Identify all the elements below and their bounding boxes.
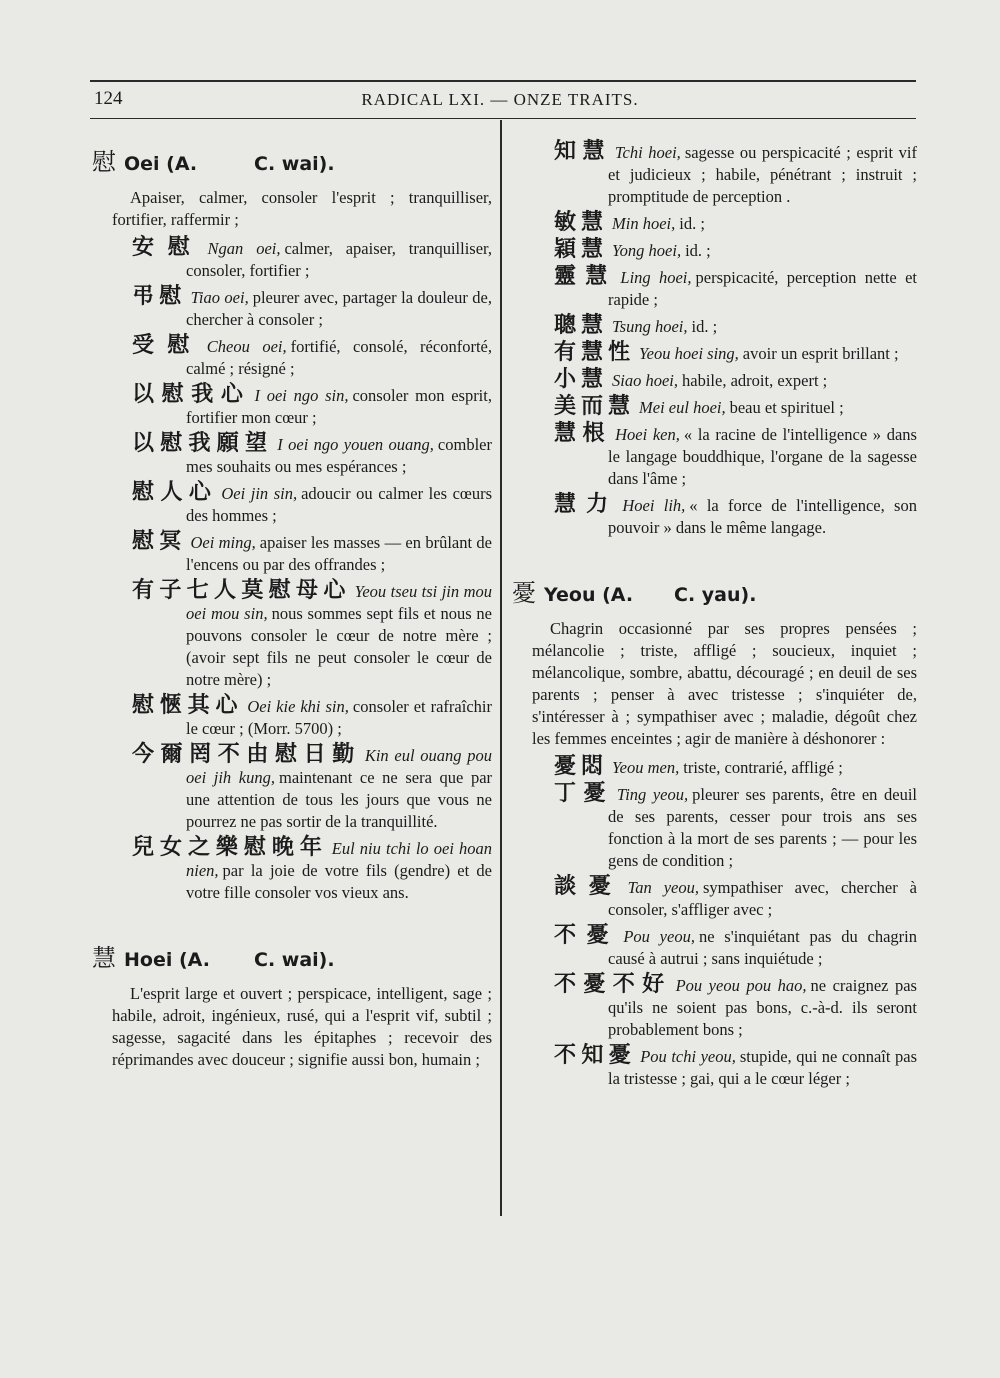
entry-romanization: Ting yeou, [616,785,689,804]
entry-chinese: 敏慧 [554,210,609,235]
entry-romanization: Pou tchi yeou, [640,1047,736,1066]
entry-romanization: Oei jin sin, [221,484,298,503]
entry-chinese: 弔慰 [132,284,187,309]
entry-romanization: Yeou men, [612,758,680,777]
entry-chinese: 慧根 [554,421,612,446]
entry-gloss: pleurer ses parents, être en deuil de ses parents, cesser pour trois ans ses fonction à la mort de ses parents ; — pour les gens de condition ; [608,785,918,870]
dictionary-entry [554,756,917,779]
entry-chinese: 慰愜其心 [132,693,244,718]
headword-definition: Chagrin occasionné par ses propres pensées ; mélancolie ; triste, affligé ; soucieux, inquiet ; mélancolique, sombre, abattu, découragé ; en deuil de ses parents ; penser à avec tristesse ; s'inquiéter de, s'intéresser à ; sympathiser avec ; maladie, dégoût chez les femmes enceintes ; agir de manière à déshonorer : [532,619,917,748]
entry-chinese: 慰人心 [132,480,218,505]
dictionary-entry [554,141,917,208]
entry-romanization: Min hoei, [612,214,676,233]
entry-romanization: Ling hoei, [620,268,692,287]
dictionary-entry [132,744,492,833]
dictionary-entry [132,433,492,478]
entry-heading-oei [92,142,492,177]
dictionary-entry [132,482,492,527]
entry-chinese: 靈慧 [554,264,617,289]
headword-romanization: Yeou (A. [544,584,634,606]
entry-chinese: 知慧 [554,139,611,164]
entry-romanization: Hoei ken, [615,425,680,444]
entry-romanization: Yong hoei, [612,241,682,260]
entry-gloss: habile, adroit, expert ; [682,371,828,390]
entry-gloss: consoler et rafraîchir le cœur ; (Morr. 5700) ; [186,697,492,738]
entry-chinese: 以慰我心 [132,382,251,407]
entry-chinese: 美而慧 [554,394,636,419]
entry-gloss: par la joie de votre fils (gendre) et de votre fille consoler vos vieux ans. [186,861,492,902]
dictionary-entry [554,974,917,1041]
entry-chinese: 不知憂 [554,1043,637,1068]
headword-romanization: Hoei (A. [124,949,210,971]
entry-romanization: I oei ngo youen ouang, [277,435,434,454]
headword-char: 憂 [512,579,536,607]
page-number: 124 [94,88,123,109]
entry-gloss: id. ; [685,241,711,260]
entry-romanization: Tsung hoei, [612,317,688,336]
entry-chinese: 慰冥 [132,529,187,554]
headword-char: 慰 [92,148,116,176]
entry-chinese: 慧力 [554,492,619,517]
entry-heading-hoei [92,938,492,973]
entry-romanization: Yeou tseu tsi jin mou oei mou sin, [186,582,492,623]
headword-cantonese: C. wai). [254,153,335,175]
entry-gloss: perspicacité, perception nette et rapide ; [608,268,917,309]
header-rule [90,80,916,82]
entry-gloss: adoucir ou calmer les cœurs des hommes ; [186,484,492,525]
dictionary-entry [554,423,917,490]
headword-char: 慧 [92,944,116,972]
dictionary-entry [554,315,917,338]
dictionary-entry [554,369,917,392]
entry-romanization: Tan yeou, [627,878,699,897]
dictionary-entry [132,237,492,282]
entry-chinese: 談憂 [554,874,624,899]
entry-chinese: 兒女之樂慰晚年 [132,835,328,860]
entry-gloss: apaiser les masses — en brûlant de l'encens ou par des offrandes ; [186,533,492,574]
entry-gloss: id. ; [691,317,718,336]
dictionary-entry [554,925,917,970]
entry-gloss: stupide, qui ne connaît pas la tristesse ; gai, qui a le cœur léger ; [608,1047,917,1088]
entry-chinese: 聰慧 [554,313,609,338]
entry-chinese: 丁憂 [554,781,613,806]
dictionary-entry [132,335,492,380]
entry-romanization: I oei ngo sin, [254,386,349,405]
entry-romanization: Oei ming, [190,533,256,552]
entry-chinese: 憂悶 [554,754,609,779]
compound-list-oei [92,237,492,904]
entry-gloss: combler mes souhaits ou mes espérances ; [186,435,492,476]
entry-chinese: 穎慧 [554,237,609,262]
dictionary-entry [132,695,492,740]
entry-romanization: Cheou oei, [206,337,287,356]
entry-gloss: ne craignez pas qu'ils ne soient pas bons, c.-à-d. ils seront probablement bons ; [608,976,917,1039]
dictionary-entry [554,212,917,235]
entry-gloss: sagesse ou perspicacité ; esprit vif et judicieux ; habile, pénétrant ; instruit ; promptitude de perception . [608,143,917,206]
headword-cantonese: C. wai). [254,949,335,971]
entry-romanization: Tiao oei, [190,288,249,307]
entry-romanization: Tchi hoei, [614,143,681,162]
entry-romanization: Pou yeou, [623,927,695,946]
entry-gloss: ne s'inquiétant pas du chagrin causé à autrui ; sans inquiétude ; [608,927,917,968]
entry-romanization: Eul niu tchi lo oei hoan nien, [186,839,492,880]
entry-gloss: « la force de l'intelligence, son pouvoir » dans le même langage. [608,496,917,537]
dictionary-entry [132,837,492,904]
entry-romanization: Kin eul ouang pou oei jih kung, [186,746,492,787]
entry-gloss: beau et spirituel ; [729,398,844,417]
column-divider [500,120,502,1216]
entry-gloss: fortifié, consolé, réconforté, calmé ; résigné ; [186,337,492,378]
entry-heading-yeou [512,573,917,608]
dictionary-entry [554,783,917,872]
entry-gloss: id. ; [679,214,705,233]
entry-chinese: 今爾罔不由慰日勤 [132,742,361,767]
dictionary-entry [132,286,492,331]
entry-chinese: 小慧 [554,367,609,392]
entry-romanization: Hoei lih, [622,496,686,515]
entry-gloss: « la racine de l'intelligence » dans le langage bouddhique, l'organe de la sagesse dans l'âme ; [608,425,917,488]
compound-list-yeou [512,756,917,1090]
headword-definition: Apaiser, calmer, consoler l'esprit ; tranquilliser, fortifier, raffermir ; [112,188,492,229]
entry-romanization: Pou yeou pou hao, [675,976,807,995]
headword-romanization: Oei (A. [124,153,198,175]
entry-chinese: 有子七人莫慰母心 [132,578,351,603]
compound-list-hoei [512,141,917,539]
headword-definition: L'esprit large et ouvert ; perspicace, intelligent, sage ; habile, adroit, ingénieux, rusé, qui a l'esprit vif, subtil ; sagesse, sagacité dans les épitaphes ; recevoir des réprimandes avec douceur ; signifie aussi bon, humain ; [112,984,492,1069]
entry-romanization: Mei eul hoei, [639,398,726,417]
entry-gloss: maintenant ce ne sera que par une attention de tous les jours que vous ne pourrez ne pas sortir de la tranquillité. [186,768,493,831]
entry-gloss: sympathiser avec, chercher à consoler, s'affliger avec ; [608,878,917,919]
dictionary-entry [132,531,492,576]
dictionary-entry [554,266,917,311]
entry-chinese: 不憂不好 [554,972,672,997]
entry-romanization: Yeou hoei sing, [639,344,739,363]
entry-gloss: nous sommes sept fils et nous ne pouvons consoler le cœur de notre mère ; (avoir sept fils ne peut consoler le cœur de notre mère) ; [186,604,492,689]
entry-gloss: avoir un esprit brillant ; [742,344,899,363]
entry-chinese: 受慰 [132,333,203,358]
entry-chinese: 有慧性 [554,340,636,365]
entry-gloss: pleurer avec, partager la douleur de, chercher à consoler ; [186,288,492,329]
left-column [92,138,492,1077]
entry-gloss: calmer, apaiser, tranquilliser, consoler, fortifier ; [186,239,492,280]
entry-chinese: 安慰 [132,235,204,260]
dictionary-entry [554,876,917,921]
dictionary-entry [554,239,917,262]
entry-chinese: 以慰我願望 [132,431,274,456]
dictionary-entry [554,396,917,419]
entry-romanization: Ngan oei, [207,239,281,258]
entry-gloss: consoler mon esprit, fortifier mon cœur ; [186,386,492,427]
entry-gloss: triste, contrarié, affligé ; [683,758,843,777]
dictionary-entry [554,342,917,365]
dictionary-entry [554,494,917,539]
entry-chinese: 不憂 [554,923,620,948]
entry-romanization: Oei kie khi sin, [247,697,349,716]
dictionary-entry [132,580,492,691]
dictionary-entry [132,384,492,429]
running-title: RADICAL LXI. — ONZE TRAITS. [361,90,639,109]
entry-romanization: Siao hoei, [612,371,679,390]
dictionary-entry [554,1045,917,1090]
right-column [512,138,917,1094]
header-rule-lower [90,118,916,119]
headword-cantonese: C. yau). [674,584,757,606]
